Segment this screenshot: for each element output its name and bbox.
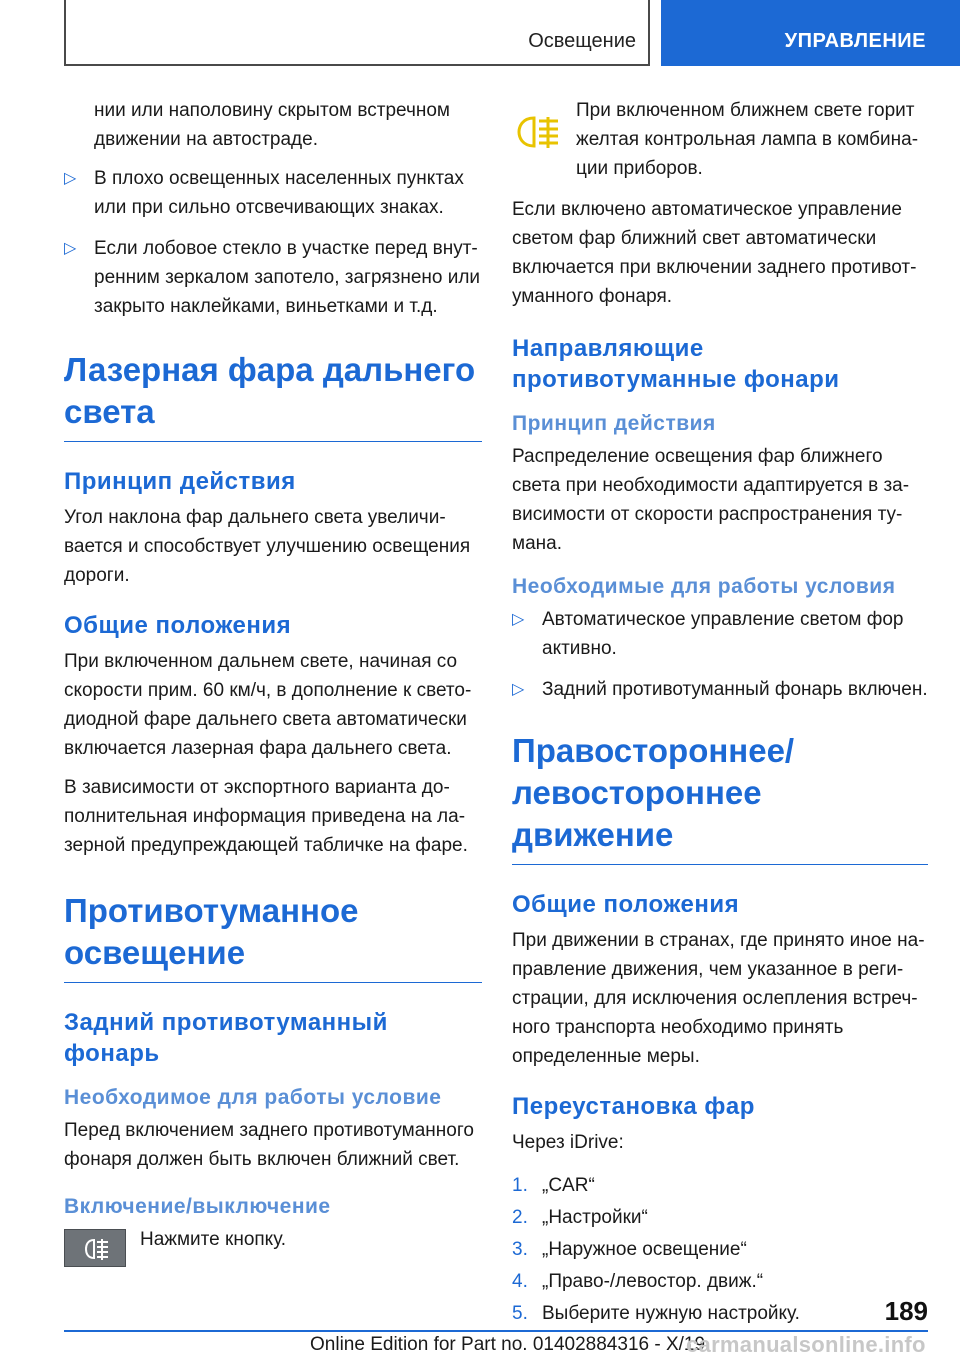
list-item [512,1171,928,1200]
triangle-right-icon: ▷ [512,611,525,628]
general-heading: Общие положения [64,612,292,639]
step-text: „CAR“ [542,1175,595,1196]
guide-fog-heading: Направляющие противотуманные фонари [512,335,840,393]
step-number: 3. [512,1239,528,1260]
header-chapter-box [661,0,960,66]
section-name: Освещение [528,30,636,52]
list-item-text: В плохо освещенных населенных пунктах или при сильно отсвечивающих знаках. [94,168,464,218]
intro-continuation: нии или наполовину скрытом встречном движении на автостраде. [94,100,450,150]
general-text-2: В зависимости от экспортного варианта дополнительная информация приведена на лазерной предупреждающей табличке на фаре. [64,777,468,856]
step-number: 5. [512,1303,528,1324]
via-idrive-text: Через iDrive: [512,1132,624,1153]
header-section-box [64,0,650,66]
press-button-text: Нажмите кнопку. [140,1229,287,1250]
guide-principle-text: Распределение освещения фар ближнего света при необходимости адаптируется в зависимости от скорости распространения тумана. [512,446,910,554]
step-text: „Право-/левостор. движ.“ [542,1271,764,1292]
step-number: 1. [512,1175,528,1196]
required-condition-heading: Необходимое для работы условие [64,1086,442,1109]
list-item [512,1299,928,1328]
required-condition-text: Перед включением заднего противотуманного фонаря должен быть включен ближний свет. [64,1120,474,1170]
fog-button-row [64,1225,482,1265]
on-off-heading: Включение/выключение [64,1195,331,1218]
laser-high-beam-heading: Лазерная фара дальнего света [64,349,482,442]
conditions-heading: Необходимые для работы условия [512,575,896,598]
principle-text: Угол наклона фар дальнего света увеличивается и способствует улучшению освещения дороги. [64,507,471,586]
page-number: 189 [884,1296,928,1326]
indicator-lamp-row [512,96,928,183]
watermark: carmanualsonline.info [686,1332,926,1357]
step-number: 2. [512,1207,528,1228]
list-item [512,1203,928,1232]
list-item-text: Если лобовое стекло в участке перед внутренним зеркалом запотело, загрязнено или закрыто наклейками, виньетками и т.д. [94,238,481,317]
fog-lighting-heading: Противотуманное освещение [64,890,482,983]
step-text: „Настройки“ [542,1207,648,1228]
indicator-lamp-text: При включенном ближнем свете горит желтая контрольная лампа в комбинации приборов. [576,100,919,179]
step-text: Выберите нужную настройку. [542,1303,800,1324]
guide-principle-heading: Принцип действия [512,412,716,435]
auto-light-text: Если включено автоматическое управление светом фар ближний свет автоматически включается при включении заднего противотуманного фонаря. [512,199,917,307]
rear-fog-indicator-icon [516,114,562,155]
left-column [64,96,482,1265]
edition-text: Online Edition for Part no. 01402884316 - X/19 [310,1334,706,1355]
general-text-1: При включенном дальнем свете, начиная со скорости прим. 60 км/ч, в дополнение к светодиодной фаре дальнего света автоматически включается лазерная фара дальнего света. [64,651,472,759]
rear-fog-light-icon [64,1229,126,1267]
chapter-name: УПРАВЛЕНИЕ [784,30,926,52]
list-item [512,605,928,663]
rear-fog-heading: Задний противотуманный фонарь [64,1009,388,1067]
list-item [512,1235,928,1264]
list-item [512,1267,928,1296]
list-item [64,164,482,222]
list-item [64,234,482,321]
step-number: 4. [512,1271,528,1292]
traffic-side-heading: Правостороннее/ левостороннее движение [512,730,928,865]
list-item [512,675,928,704]
list-item-text: Задний противотуманный фонарь включен. [542,679,928,700]
readjust-heading: Переустановка фар [512,1093,755,1120]
triangle-right-icon: ▷ [512,681,525,698]
triangle-right-icon: ▷ [64,170,77,187]
triangle-right-icon: ▷ [64,240,77,257]
right-column [512,96,928,1331]
traffic-general-text: При движении в странах, где принято иное направление движения, чем указанное в регистрации, для исключения ослепления встречного транспорта необходимо принять определенные меры. [512,930,925,1067]
list-item-text: Автоматическое управление светом фор активно. [542,609,904,659]
principle-heading: Принцип действия [64,468,296,495]
traffic-general-heading: Общие положения [512,891,740,918]
step-text: „Наружное освещение“ [542,1239,747,1260]
